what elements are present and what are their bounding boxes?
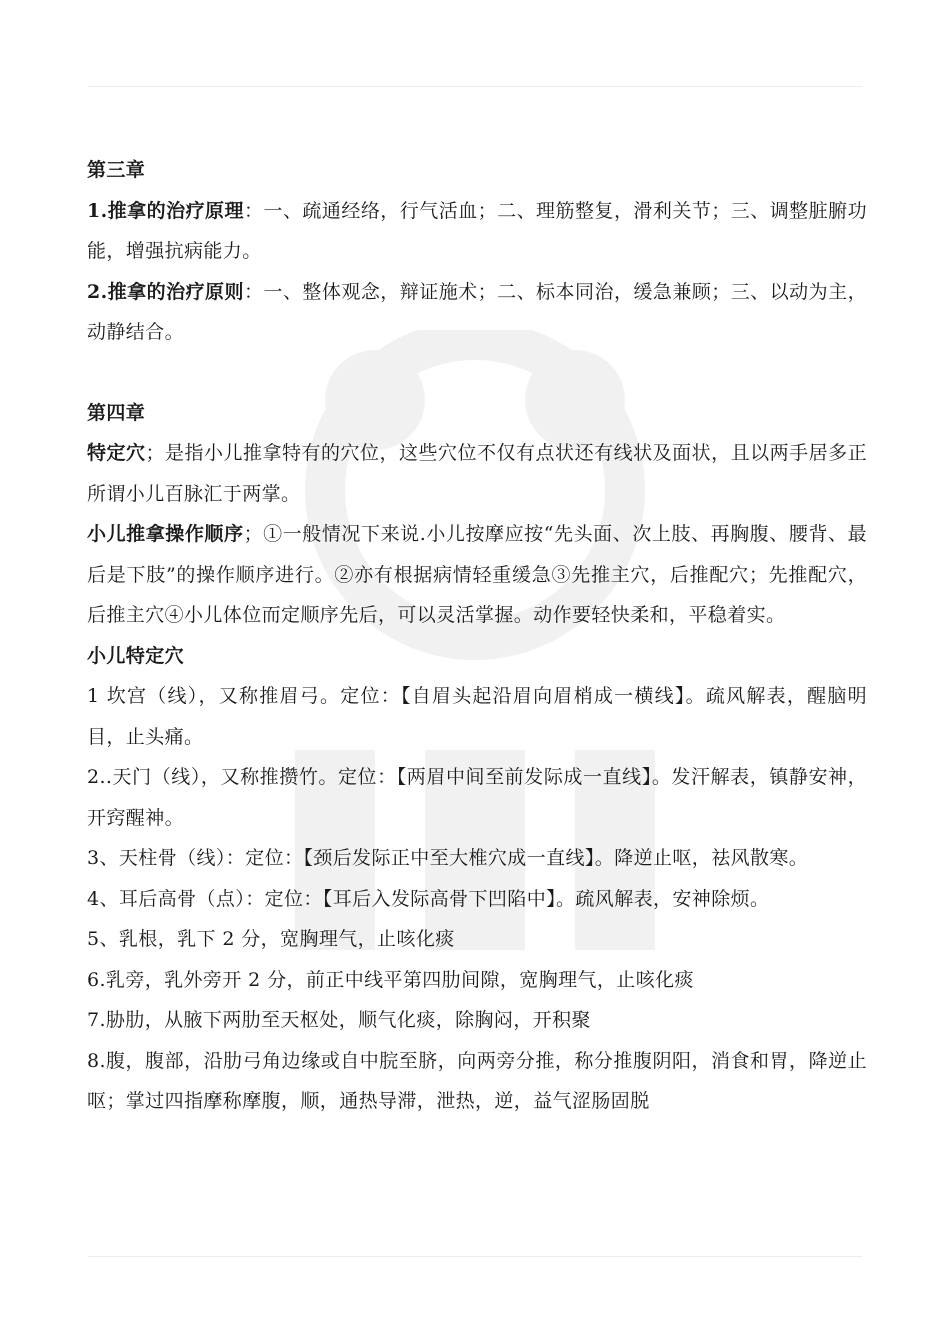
paragraph-text: ；①一般情况下来说.小儿按摩应按“先头面、次上肢、再胸腹、腰背、最后是下肢”的操作顺序进行。②亦有根据病情轻重缓急③先推主穴，后推配穴；先推配穴，后推主穴④小儿体位而定顺序先后，可以灵活掌握。动作要轻快柔和，平稳着实。 xyxy=(87,523,867,626)
chapter-three-title: 第三章 xyxy=(87,159,146,181)
header-rule xyxy=(88,86,862,87)
document-body xyxy=(87,150,867,1122)
list-item: 7.胁肋，从腋下两肋至天枢处，顺气化痰，除胸闷，开积聚 xyxy=(87,1009,591,1031)
treatment-principle-paragraph xyxy=(87,191,867,272)
term-label: 小儿推拿操作顺序 xyxy=(87,523,244,545)
paragraph-text: ；是指小儿推拿特有的穴位，这些穴位不仅有点状还有线状及面状，且以两手居多正所谓小儿百脉汇于两掌。 xyxy=(87,442,867,505)
term-label: 2.推拿的治疗原则 xyxy=(87,280,244,303)
list-item: 5、乳根，乳下 2 分，宽胸理气，止咳化痰 xyxy=(87,928,455,950)
treatment-rule-paragraph xyxy=(87,272,867,353)
paragraph-text: ：一、整体观念，辩证施术；二、标本同治，缓急兼顾；三、以动为主，动静结合。 xyxy=(87,280,867,343)
section-gap xyxy=(87,353,867,393)
term-label: 特定穴 xyxy=(87,442,146,464)
section-subtitle: 小儿特定穴 xyxy=(87,644,185,667)
list-item: 4、耳后高骨（点）：定位：【耳后入发际高骨下凹陷中】。疏风解表，安神除烦。 xyxy=(87,887,770,910)
chapter-four-title: 第四章 xyxy=(87,401,146,424)
paragraph-text: ：一、疏通经络，行气活血；二、理筋整复，滑利关节；三、调整脏腑功能，增强抗病能力。 xyxy=(87,199,867,262)
operation-order-paragraph xyxy=(87,514,867,636)
list-item: 6.乳旁，乳外旁开 2 分，前正中线平第四肋间隙，宽胸理气，止咳化痰 xyxy=(87,968,694,991)
list-item: 3、天柱骨（线）：定位：【颈后发际正中至大椎穴成一直线】。降逆止呕，祛风散寒。 xyxy=(87,847,809,869)
footer-rule xyxy=(88,1256,862,1257)
list-item: 8.腹，腹部，沿肋弓角边缘或自中脘至脐，向两旁分推，称分推腹阴阳，消食和胃，降逆止呕；掌过四指摩称摩腹，顺，通热导滞，泄热，逆，益气涩肠固脱 xyxy=(87,1049,867,1112)
list-item: 1 坎宫（线），又称推眉弓。定位：【自眉头起沿眉向眉梢成一横线】。疏风解表，醒脑明目，止头痛。 xyxy=(87,685,867,748)
term-label: 1.推拿的治疗原理 xyxy=(87,199,244,222)
specific-point-paragraph xyxy=(87,433,867,514)
list-item: 2..天门（线），又称推攒竹。定位：【两眉中间至前发际成一直线】。发汗解表，镇静安神，开窍醒神。 xyxy=(87,766,867,829)
